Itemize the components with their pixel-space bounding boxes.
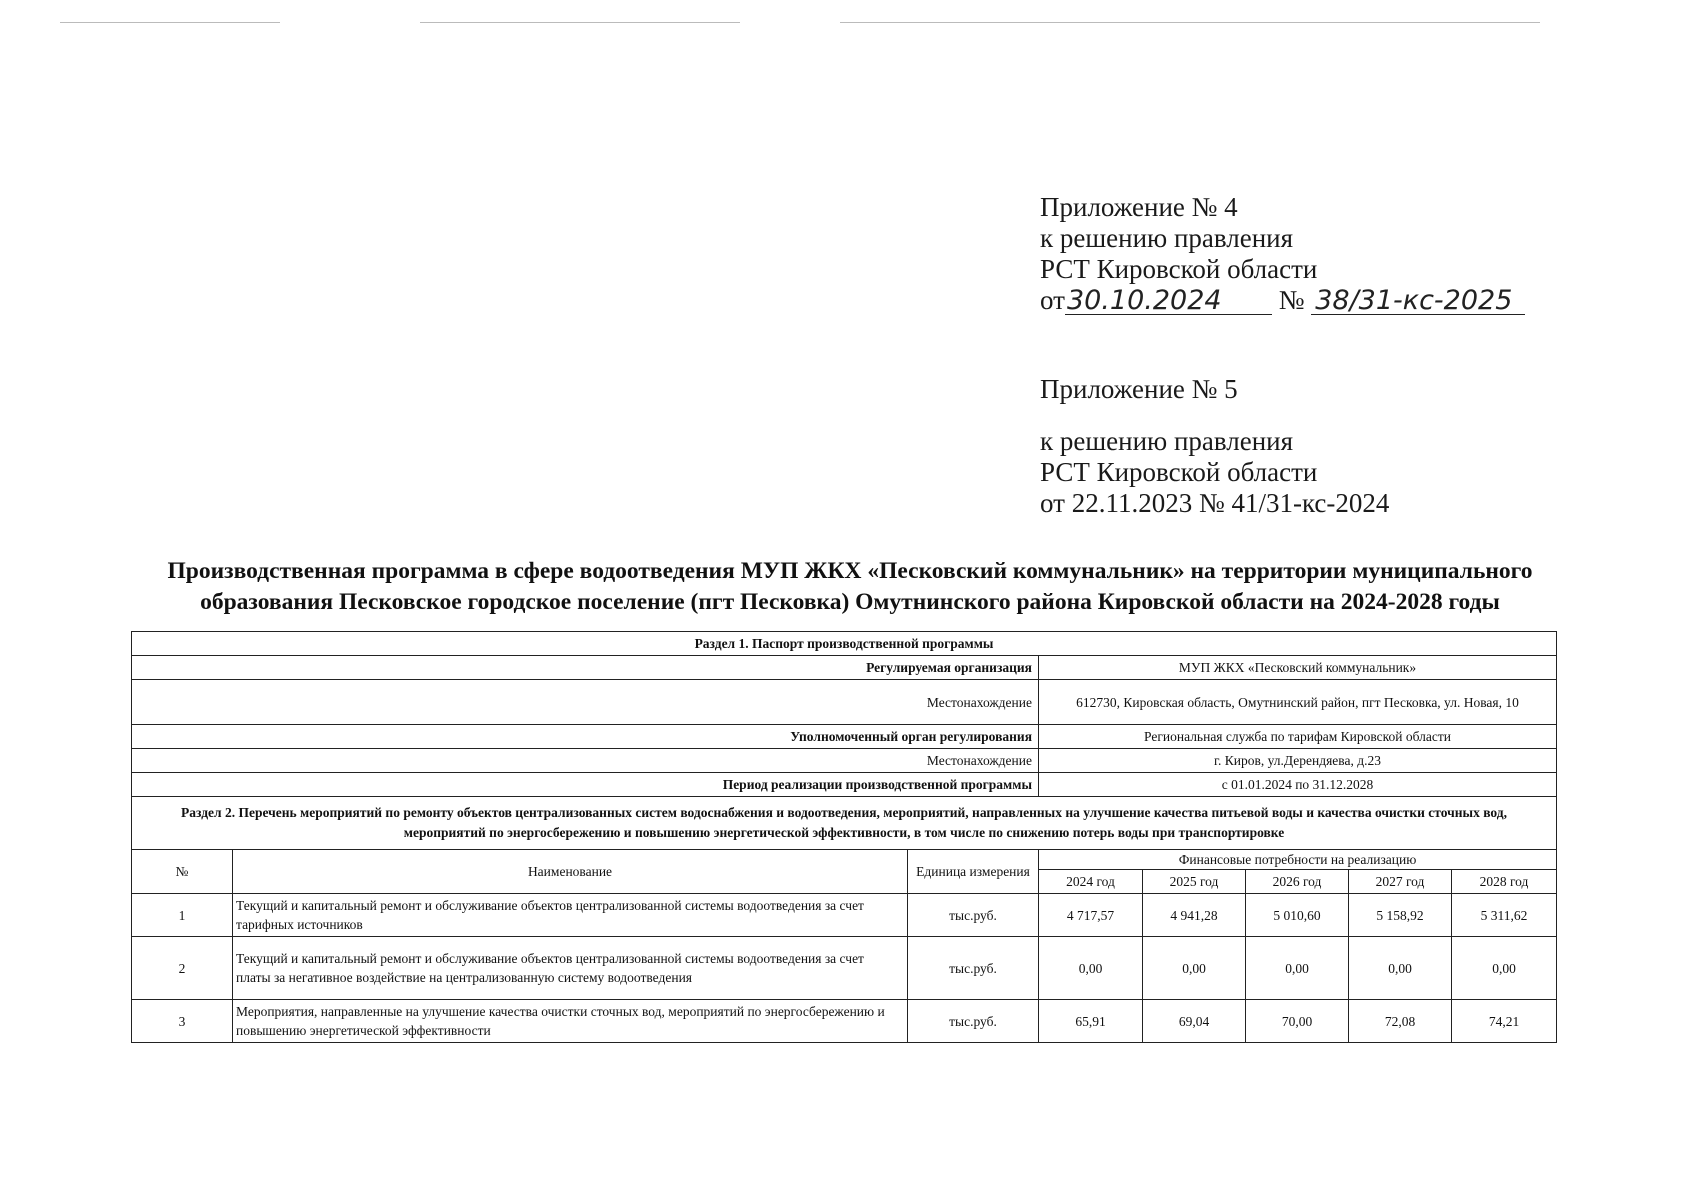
column-number-header: № (132, 850, 233, 894)
passport-label: Местонахождение (132, 680, 1039, 725)
appendix-5-details (1040, 426, 1389, 519)
passport-value: г. Киров, ул.Дерендяева, д.23 (1039, 749, 1557, 773)
appendix-5-decision: к решению правления (1040, 426, 1294, 456)
document-title (110, 556, 1590, 618)
measure-value-2027: 5 158,92 (1349, 894, 1452, 937)
measure-number: 2 (132, 937, 233, 1000)
appendix-4-date-line (1040, 285, 1525, 316)
number-label: № (1278, 285, 1305, 315)
program-table (131, 631, 1557, 1043)
appendix-4-authority: РСТ Кировской области (1040, 254, 1318, 284)
year-header: 2027 год (1349, 870, 1452, 894)
appendix-4-block (1040, 192, 1525, 316)
section-2-header: Раздел 2. Перечень мероприятий по ремонту объектов централизованных систем водоснабжения и водоотведения, мероприятий, направленных на улучшение качества питьевой воды и качества очистки сточных вод, мероприятий по энергосбережению и повышению энергетической эффективности, в том числе по снижению потерь воды при транспортировке (132, 797, 1557, 850)
passport-label: Уполномоченный орган регулирования (132, 725, 1039, 749)
scan-artifact (60, 22, 280, 23)
column-unit-header: Единица измерения (908, 850, 1039, 894)
passport-label: Период реализации производственной программы (132, 773, 1039, 797)
measure-unit: тыс.руб. (908, 937, 1039, 1000)
measure-unit: тыс.руб. (908, 894, 1039, 937)
year-header: 2024 год (1039, 870, 1143, 894)
scan-artifact (840, 22, 1540, 23)
measure-value-2025: 0,00 (1143, 937, 1246, 1000)
passport-label: Регулируемая организация (132, 656, 1039, 680)
from-label: от (1040, 285, 1065, 315)
measure-value-2028: 0,00 (1452, 937, 1557, 1000)
measure-value-2024: 0,00 (1039, 937, 1143, 1000)
column-finance-header: Финансовые потребности на реализацию (1039, 850, 1557, 870)
passport-row (132, 680, 1557, 725)
appendix-4-title: Приложение № 4 (1040, 192, 1238, 222)
appendix-5-date: от 22.11.2023 № 41/31-кс-2024 (1040, 488, 1390, 518)
passport-row (132, 773, 1557, 797)
title-line-1: Производственная программа в сфере водоотведения МУП ЖКХ «Песковский коммунальник» на территории муниципального (167, 558, 1533, 584)
appendix-5-title: Приложение № 5 (1040, 374, 1238, 404)
section-2-header-row (132, 797, 1557, 850)
measure-name: Текущий и капитальный ремонт и обслуживание объектов централизованной системы водоотведения за счет тарифных источников (233, 894, 908, 937)
column-name-header: Наименование (233, 850, 908, 894)
scan-artifact (420, 22, 740, 23)
passport-row (132, 725, 1557, 749)
measure-row (132, 937, 1557, 1000)
appendix-5-block (1040, 374, 1238, 405)
passport-value: Региональная служба по тарифам Кировской области (1039, 725, 1557, 749)
measure-value-2027: 72,08 (1349, 1000, 1452, 1043)
passport-value: МУП ЖКХ «Песковский коммунальник» (1039, 656, 1557, 680)
year-header: 2025 год (1143, 870, 1246, 894)
passport-label: Местонахождение (132, 749, 1039, 773)
measure-row (132, 894, 1557, 937)
passport-row (132, 656, 1557, 680)
year-header: 2026 год (1246, 870, 1349, 894)
measure-row (132, 1000, 1557, 1043)
section-1-header-row (132, 632, 1557, 656)
measure-value-2026: 5 010,60 (1246, 894, 1349, 937)
measures-header-row (132, 850, 1557, 870)
appendix-5-authority: РСТ Кировской области (1040, 457, 1318, 487)
measure-value-2026: 70,00 (1246, 1000, 1349, 1043)
measure-value-2025: 69,04 (1143, 1000, 1246, 1043)
title-line-2: образования Песковское городское поселение (пгт Песковка) Омутнинского района Кировской области на 2024-2028 годы (200, 589, 1500, 615)
measure-number: 3 (132, 1000, 233, 1043)
measure-value-2028: 74,21 (1452, 1000, 1557, 1043)
measure-value-2025: 4 941,28 (1143, 894, 1246, 937)
measure-value-2024: 4 717,57 (1039, 894, 1143, 937)
measure-name: Мероприятия, направленные на улучшение качества очистки сточных вод, мероприятий по энергосбережению и повышению энергетической эффективности (233, 1000, 908, 1043)
measure-unit: тыс.руб. (908, 1000, 1039, 1043)
year-header: 2028 год (1452, 870, 1557, 894)
passport-value: 612730, Кировская область, Омутнинский район, пгт Песковка, ул. Новая, 10 (1039, 680, 1557, 725)
handwritten-date: 30.10.2024 (1065, 288, 1272, 315)
appendix-4-decision: к решению правления (1040, 223, 1294, 253)
measure-value-2024: 65,91 (1039, 1000, 1143, 1043)
measure-value-2028: 5 311,62 (1452, 894, 1557, 937)
passport-value: с 01.01.2024 по 31.12.2028 (1039, 773, 1557, 797)
measure-value-2026: 0,00 (1246, 937, 1349, 1000)
measure-name: Текущий и капитальный ремонт и обслуживание объектов централизованной системы водоотведения за счет платы за негативное воздействие на централизованную систему водоотведения (233, 937, 908, 1000)
section-1-header: Раздел 1. Паспорт производственной программы (132, 632, 1557, 656)
passport-row (132, 749, 1557, 773)
handwritten-number: 38/31-кс-2025 (1311, 288, 1525, 315)
measure-value-2027: 0,00 (1349, 937, 1452, 1000)
measure-number: 1 (132, 894, 233, 937)
